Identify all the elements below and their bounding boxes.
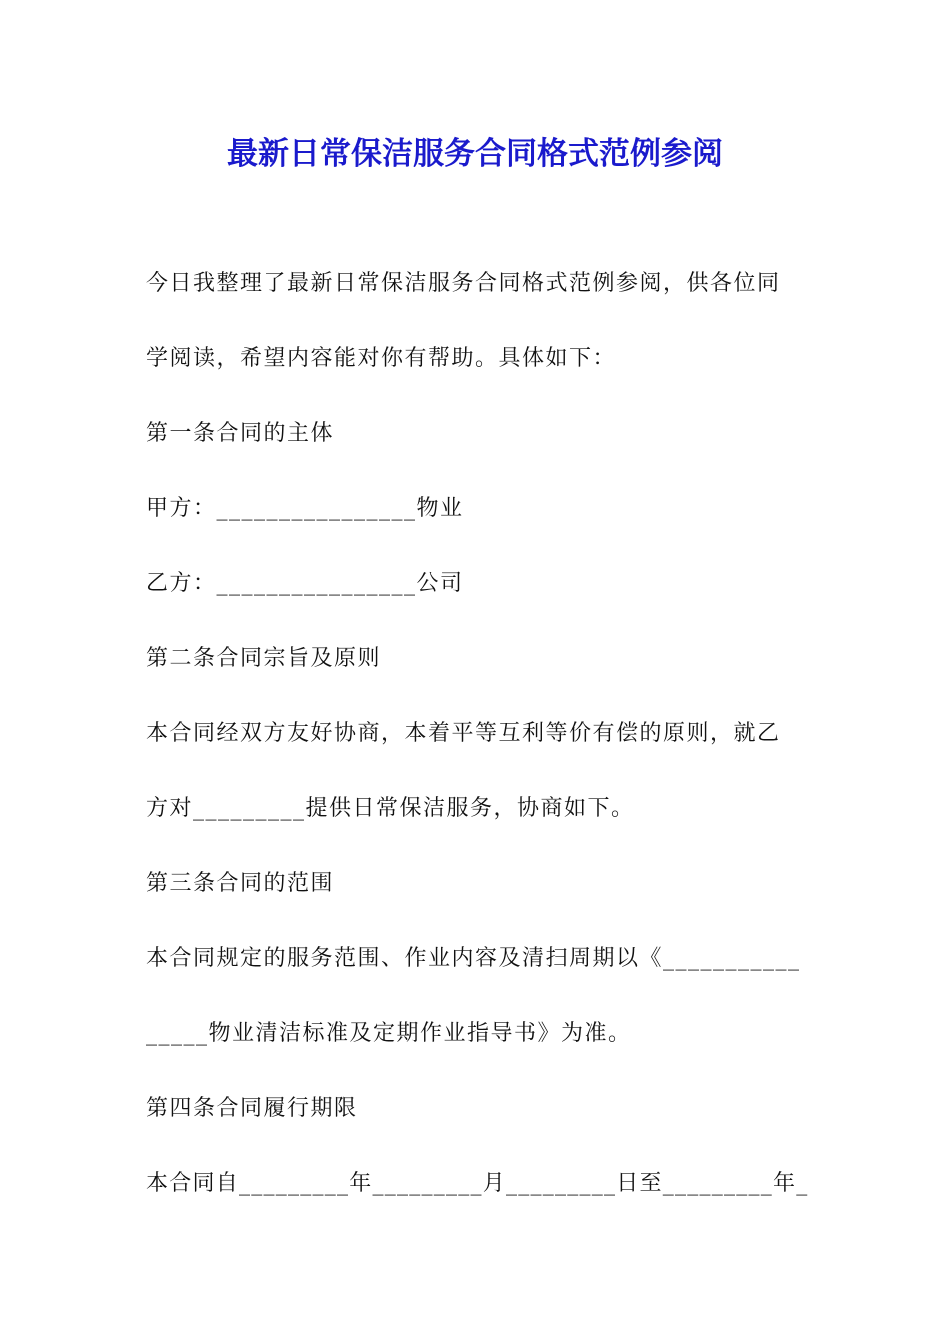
party-a-line: 甲方：________________物业 xyxy=(146,496,464,521)
document-title: 最新日常保洁服务合同格式范例参阅 xyxy=(227,136,723,172)
section-heading-1: 第一条合同的主体 xyxy=(146,421,335,446)
paragraph-line-term-1: 本合同自_________年_________月_________日至_________年_ xyxy=(146,1171,809,1196)
paragraph-line-principle-1: 本合同经双方友好协商，本着平等互利等价有偿的原则，就乙 xyxy=(146,721,781,746)
section-heading-3: 第三条合同的范围 xyxy=(146,871,335,896)
paragraph-line-intro-2: 学阅读，希望内容能对你有帮助。具体如下： xyxy=(146,346,617,371)
paragraph-line-intro-1: 今日我整理了最新日常保洁服务合同格式范例参阅，供各位同 xyxy=(146,271,781,296)
paragraph-line-scope-1: 本合同规定的服务范围、作业内容及清扫周期以《___________ xyxy=(146,946,801,971)
paragraph-line-principle-2: 方对_________提供日常保洁服务，协商如下。 xyxy=(146,796,635,821)
party-b-line: 乙方：________________公司 xyxy=(146,571,464,596)
section-heading-2: 第二条合同宗旨及原则 xyxy=(146,646,382,671)
paragraph-line-scope-2: _____物业清洁标准及定期作业指导书》为准。 xyxy=(146,1021,632,1046)
section-heading-4: 第四条合同履行期限 xyxy=(146,1096,358,1121)
